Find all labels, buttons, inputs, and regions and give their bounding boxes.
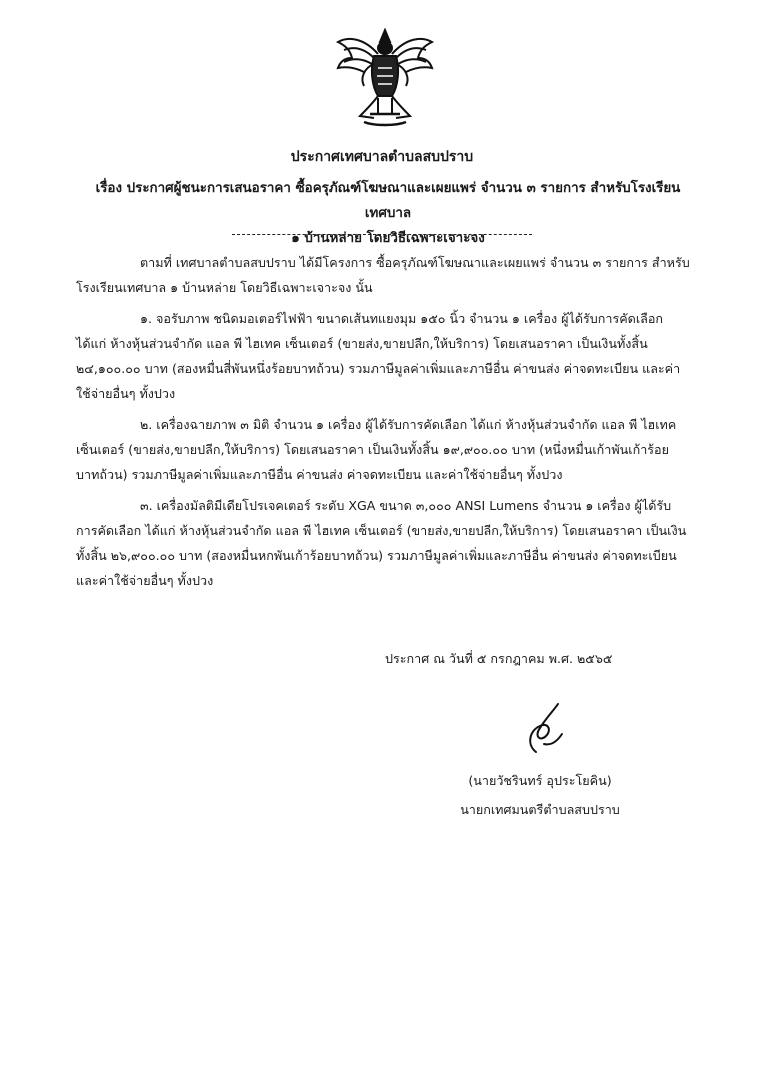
item-3-paragraph: ๓. เครื่องมัลติมีเดียโปรเจคเตอร์ ระดับ XGA ขนาด ๓,๐๐๐ ANSI Lumens จำนวน ๑ เครื่อง ผู้ได้รับการคัดเลือก ได้แก่ ห้างหุ้นส่วนจำกัด แอล พี ไฮเทค เซ็นเตอร์ (ขายส่ง,ขายปลีก,ให้บริการ) โดยเสนอราคา เป็นเงินทั้งสิ้น ๒๖,๙๐๐.๐๐ บาท (สองหมื่นหกพันเก้าร้อยบาทถ้วน) รวมภาษีมูลค่าเพิ่มและภาษีอื่น ค่าขนส่ง ค่าจดทะเบียน และค่าใช้จ่ายอื่นๆ ทั้งปวง xyxy=(76,498,687,588)
subject-line-1: เรื่อง ประกาศผู้ชนะการเสนอราคา ซื้อครุภัณฑ์โฆษณาและเผยแพร่ จำนวน ๓ รายการ สำหรับโรงเรียนเทศบาล xyxy=(95,181,681,221)
signer-name: (นายวัชรินทร์ อุประโยคิน) xyxy=(468,773,612,788)
subject-line-2: ๑ บ้านหล่าย โดยวิธีเฉพาะเจาะจง xyxy=(291,231,485,246)
organization-title: ประกาศเทศบาลตำบลสบปราบ xyxy=(290,149,474,165)
intro-paragraph: ตามที่ เทศบาลตำบลสบปราบ ได้มีโครงการ ซื้อครุภัณฑ์โฆษณาและเผยแพร่ จำนวน ๓ รายการ สำหรับโรงเรียนเทศบาล ๑ บ้านหล่าย โดยวิธีเฉพาะเจาะจง นั้น xyxy=(76,255,690,295)
signer-title: นายกเทศมนตรีตำบลสบปราบ xyxy=(460,802,620,817)
announcement-body xyxy=(76,250,692,599)
announcement-date: ประกาศ ณ วันที่ ๕ กรกฎาคม พ.ศ. ๒๕๖๕ xyxy=(385,651,613,666)
garuda-emblem-icon xyxy=(334,28,436,128)
item-1-paragraph: ๑. จอรับภาพ ชนิดมอเตอร์ไฟฟ้า ขนาดเส้นทแยงมุม ๑๕๐ นิ้ว จำนวน ๑ เครื่อง ผู้ได้รับการคัดเลือก ได้แก่ ห้างหุ้นส่วนจำกัด แอล พี ไฮเทค เซ็นเตอร์ (ขายส่ง,ขายปลีก,ให้บริการ) โดยเสนอราคา เป็นเงินทั้งสิ้น ๒๔,๑๐๐.๐๐ บาท (สองหมื่นสี่พันหนึ่งร้อยบาทถ้วน) รวมภาษีมูลค่าเพิ่มและภาษีอื่น ค่าขนส่ง ค่าจดทะเบียน และค่าใช้จ่ายอื่นๆ ทั้งปวง xyxy=(76,311,681,401)
item-2-paragraph: ๒. เครื่องฉายภาพ ๓ มิติ จำนวน ๑ เครื่อง ผู้ได้รับการคัดเลือก ได้แก่ ห้างหุ้นส่วนจำกัด แอล พี ไฮเทค เซ็นเตอร์ (ขายส่ง,ขายปลีก,ให้บริการ) โดยเสนอราคา เป็นเงินทั้งสิ้น ๑๙,๙๐๐.๐๐ บาท (หนึ่งหมื่นเก้าพันเก้าร้อยบาทถ้วน) รวมภาษีมูลค่าเพิ่มและภาษีอื่น ค่าขนส่ง ค่าจดทะเบียน และค่าใช้จ่ายอื่นๆ ทั้งปวง xyxy=(76,417,677,482)
announcement-subject xyxy=(78,176,698,251)
signature-icon xyxy=(518,700,578,760)
dashed-divider xyxy=(232,234,532,235)
